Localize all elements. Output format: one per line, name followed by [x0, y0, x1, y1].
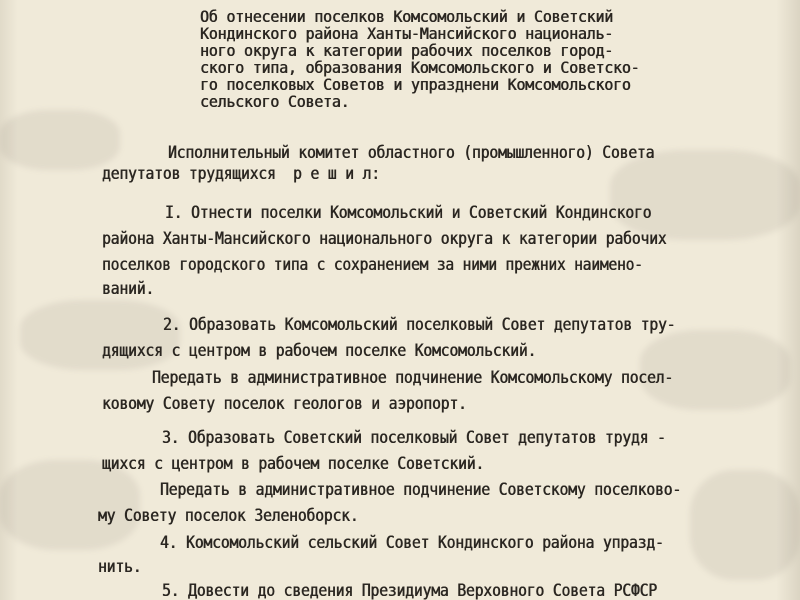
item-3-line: щихся с центром в рабочем поселке Советский.	[102, 454, 485, 474]
item-1-line: I. Отнести поселки Комсомольский и Советский Кондинского	[165, 203, 652, 223]
paper-stain	[690, 470, 800, 580]
document-heading-line: ного округа к категории рабочих поселков город-	[200, 41, 614, 60]
item-1-line: ваний.	[102, 279, 155, 299]
item-4-line: 4. Комсомольский сельский Совет Кондинского района упразд-	[160, 533, 664, 553]
item-1-line: района Ханты-Мансийского национального округа к категории рабочих	[102, 229, 667, 249]
document-heading-line: сельского Совета.	[200, 92, 350, 111]
paper-stain	[610, 150, 800, 240]
document-heading-line: Кондинского района Ханты-Мансийского националь-	[200, 24, 614, 43]
intro-line: депутатов трудящихся р е ш и л:	[102, 164, 380, 184]
item-4-line: нить.	[98, 557, 142, 577]
item-2-line: дящихся с центром в рабочем поселке Комсомольский.	[102, 341, 537, 361]
intro-line: Исполнительный комитет областного (промышленного) Совета	[168, 143, 655, 163]
item-3-line: Передать в административное подчинение Советскому поселково-	[160, 480, 682, 500]
item-2-line: Передать в административное подчинение Комсомольскому посел-	[152, 368, 674, 388]
document-heading-line: го поселковых Советов и упразднени Комсомольского	[200, 75, 631, 94]
item-2-line: 2. Образовать Комсомольский поселковый Совет депутатов тру-	[163, 315, 676, 335]
document-heading-line: ского типа, образования Комсомольского и Советско-	[200, 58, 640, 77]
paper-stain	[0, 110, 120, 170]
document-heading-line: Об отнесении поселков Комсомольский и Советский	[200, 7, 614, 26]
item-3-line: 3. Образовать Советский поселковый Совет депутатов трудя -	[162, 428, 666, 448]
item-5-line: 5. Довести до сведения Президиума Верховного Совета РСФСР	[162, 581, 657, 600]
item-2-line: ковому Совету поселок геологов и аэропорт.	[102, 394, 467, 414]
item-3-line: му Совету поселок Зеленоборск.	[98, 506, 359, 526]
item-1-line: поселков городского типа с сохранением за ними прежних наимено-	[102, 255, 643, 275]
